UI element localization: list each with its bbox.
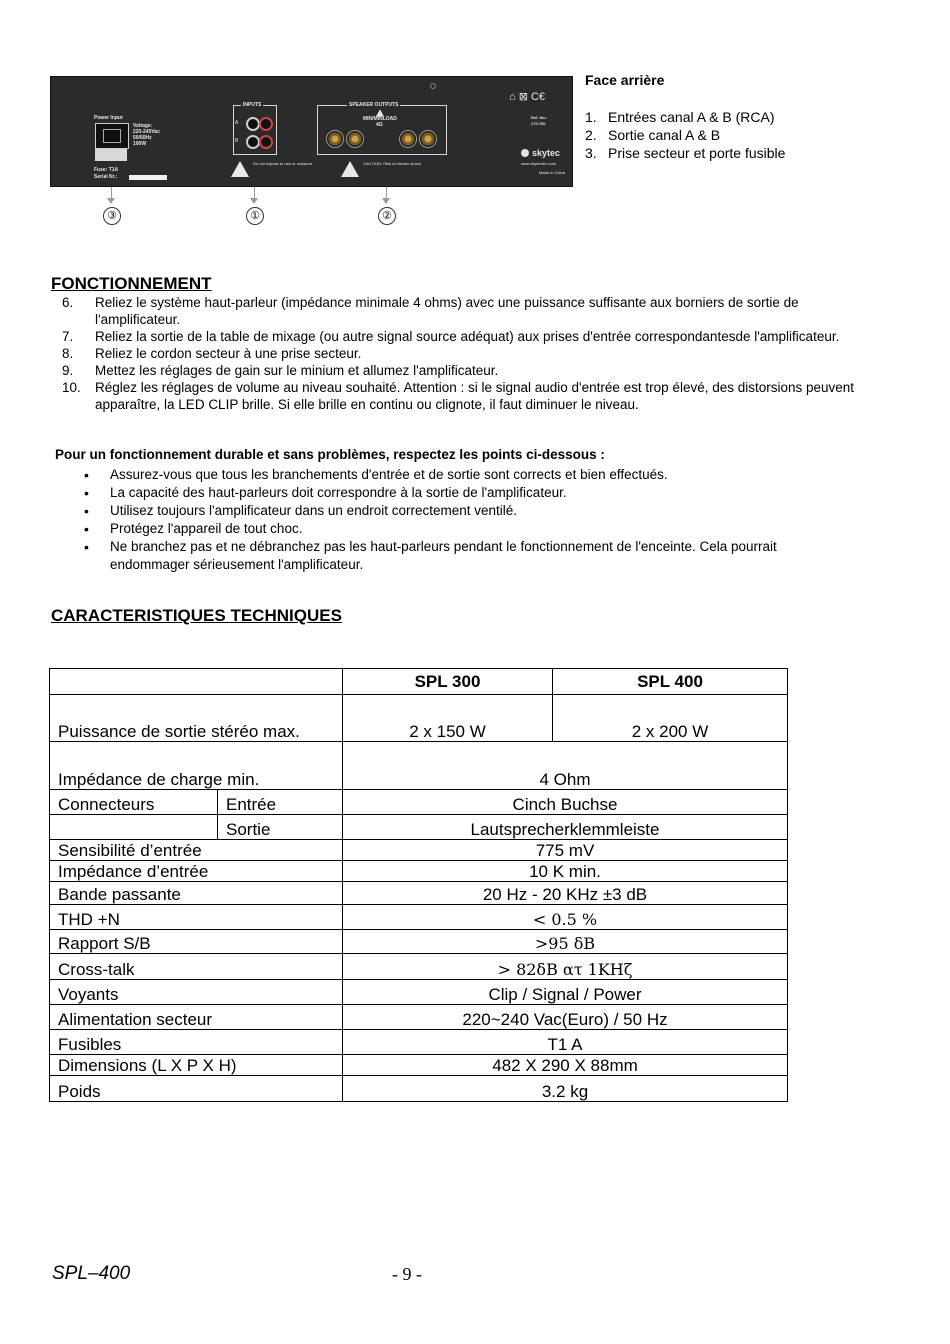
inputs-label: INPUTS bbox=[243, 102, 262, 108]
step-text: Réglez les réglages de volume au niveau souhaité. Attention : si le signal audio d'entrée est trop élevé, des distorsions peuvent apparaître, la LED CLIP brille. Si elle brille en continu ou clignote, il faut diminuer le niveau. bbox=[95, 380, 855, 412]
spec-value: Clip / Signal / Power bbox=[343, 980, 788, 1005]
rear-panel-title: Face arrière bbox=[585, 72, 665, 88]
section-title-fonctionnement: FONCTIONNEMENT bbox=[51, 274, 212, 293]
table-row bbox=[50, 742, 788, 790]
callout-1: ① bbox=[246, 207, 264, 225]
callout-arrow-head bbox=[107, 198, 115, 204]
speaker-terminal-icon bbox=[419, 130, 437, 148]
list-item bbox=[585, 144, 785, 162]
table-row bbox=[50, 930, 788, 954]
spec-value: 482 X 290 X 88mm bbox=[343, 1055, 788, 1076]
rca-input-a-red-icon bbox=[259, 117, 273, 131]
spec-value: < 0.5 % bbox=[343, 905, 788, 930]
item-number: 2. bbox=[585, 127, 597, 143]
step-text: Mettez les réglages de gain sur le minium et allumez l'amplificateur. bbox=[95, 363, 499, 378]
item-number: 3. bbox=[585, 145, 597, 161]
spec-value: 4 Ohm bbox=[343, 742, 788, 790]
table-row bbox=[50, 1005, 788, 1030]
step-text: Reliez le système haut-parleur (impédance minimale 4 ohms) avec une puissance suffisante aux borniers de sortie de l'amplificateur. bbox=[95, 295, 799, 327]
list-item: • Ne branchez pas et ne débranchez pas les haut-parleurs pendant le fonctionnement de l'enceinte. Cela pourrait endommager sérieusement l'amplificateur. bbox=[80, 538, 860, 574]
serial-label: Serial Nr.: bbox=[94, 174, 118, 180]
rear-panel-legend bbox=[585, 108, 785, 162]
speaker-outputs-label: SPEAKER OUTPUTS bbox=[349, 102, 399, 108]
table-row bbox=[50, 695, 788, 742]
step-text: Reliez la sortie de la table de mixage (ou autre signal source adéquat) aux prises d'entrée correspondantesde l'amplificateur. bbox=[95, 329, 840, 344]
table-row bbox=[50, 954, 788, 980]
table-row bbox=[50, 905, 788, 930]
shock-warning-icon bbox=[231, 161, 249, 177]
list-item bbox=[62, 379, 862, 413]
table-row bbox=[50, 1055, 788, 1076]
spec-value: 220~240 Vac(Euro) / 50 Hz bbox=[343, 1005, 788, 1030]
min-load-label: MIN/MINLOAD bbox=[363, 116, 397, 122]
spec-label: Bande passante bbox=[50, 882, 343, 905]
table-cell bbox=[50, 669, 343, 695]
fuse-holder-icon bbox=[95, 149, 127, 161]
item-text: Entrées canal A & B (RCA) bbox=[608, 109, 775, 125]
certification-icons: ⌂ ⊠ C€ bbox=[509, 91, 546, 103]
screw-icon bbox=[430, 83, 436, 89]
voltage-label: Voltage: bbox=[133, 123, 153, 129]
shock-warning-icon bbox=[341, 161, 359, 177]
caution-text: CAUTION: Risk of electric shock bbox=[363, 161, 421, 166]
spec-value: 3.2 kg bbox=[343, 1076, 788, 1102]
spec-label: Poids bbox=[50, 1076, 343, 1102]
step-number: 9. bbox=[62, 363, 74, 378]
callout-3: ③ bbox=[103, 207, 121, 225]
input-b-label: B bbox=[235, 138, 239, 144]
page-number: - 9 - bbox=[392, 1264, 422, 1284]
spec-value: 10 K min. bbox=[343, 861, 788, 882]
spec-value: > 82δB ατ 1ΚΗζ bbox=[343, 954, 788, 980]
spec-label: Fusibles bbox=[50, 1030, 343, 1055]
list-item: • Protégez l'appareil de tout choc. bbox=[80, 520, 860, 538]
item-number: 1. bbox=[585, 109, 597, 125]
item-text: Prise secteur et porte fusible bbox=[608, 145, 786, 161]
spec-label: Dimensions (L X P X H) bbox=[50, 1055, 343, 1076]
spec-label: Cross-talk bbox=[50, 954, 343, 980]
column-header-spl300: SPL 300 bbox=[343, 669, 553, 695]
list-item bbox=[62, 294, 862, 328]
operation-steps bbox=[62, 294, 862, 413]
section-title-specs: CARACTERISTIQUES TECHNIQUES bbox=[51, 606, 342, 625]
speaker-terminal-icon bbox=[399, 130, 417, 148]
brand-url: www.skytectec.com bbox=[521, 161, 556, 166]
spec-label: THD +N bbox=[50, 905, 343, 930]
spec-label: Voyants bbox=[50, 980, 343, 1005]
step-number: 6. bbox=[62, 295, 74, 310]
rca-input-b-red-icon bbox=[259, 135, 273, 149]
brand-name: skytec bbox=[532, 148, 561, 158]
list-item: • La capacité des haut-parleurs doit correspondre à la sortie de l'amplificateur. bbox=[80, 484, 860, 502]
callout-arrow-head bbox=[250, 198, 258, 204]
spec-value: 20 Hz - 20 KHz ±3 dB bbox=[343, 882, 788, 905]
footer-model-name: SPL–400 bbox=[52, 1263, 131, 1284]
step-number: 8. bbox=[62, 346, 74, 361]
list-item bbox=[62, 345, 862, 362]
table-row bbox=[50, 980, 788, 1005]
rca-input-b-icon bbox=[246, 135, 260, 149]
tips-list bbox=[80, 466, 860, 574]
list-item: • Assurez-vous que tous les branchements d'entrée et de sortie sont corrects et bien effectués. bbox=[80, 466, 860, 484]
spec-value: 775 mV bbox=[343, 840, 788, 861]
speaker-terminal-icon bbox=[326, 130, 344, 148]
callout-arrow-head bbox=[382, 198, 390, 204]
step-number: 7. bbox=[62, 329, 74, 344]
made-in-label: Made in China bbox=[539, 170, 565, 175]
warning-triangle-icon bbox=[376, 109, 384, 116]
table-row bbox=[50, 790, 788, 815]
frequency-value: 50/60Hz bbox=[133, 135, 152, 141]
table-row bbox=[50, 1030, 788, 1055]
spec-value: Lautsprecherklemmleiste bbox=[343, 815, 788, 840]
spec-label: Sensibilité d’entrée bbox=[50, 840, 343, 861]
spec-value: Cinch Buchse bbox=[343, 790, 788, 815]
spec-label: Connecteurs bbox=[50, 790, 218, 815]
ref-value: 170.700 bbox=[531, 121, 546, 126]
table-row bbox=[50, 882, 788, 905]
list-item bbox=[585, 126, 785, 144]
spec-label: Impédance de charge min. bbox=[50, 742, 343, 790]
serial-sticker bbox=[129, 175, 167, 180]
list-item: • Utilisez toujours l'amplificateur dans un endroit correctement ventilé. bbox=[80, 502, 860, 520]
power-socket-icon bbox=[95, 123, 129, 149]
callout-2: ② bbox=[378, 207, 396, 225]
step-number: 10. bbox=[62, 380, 81, 395]
spec-label: Rapport S/B bbox=[50, 930, 343, 954]
list-item bbox=[585, 108, 785, 126]
spec-value: 2 x 150 W bbox=[343, 695, 553, 742]
input-a-label: A bbox=[235, 120, 239, 126]
power-input-label: Power Input bbox=[94, 115, 123, 121]
spec-label: Alimentation secteur bbox=[50, 1005, 343, 1030]
table-row bbox=[50, 669, 788, 695]
table-row bbox=[50, 815, 788, 840]
rca-input-a-icon bbox=[246, 117, 260, 131]
rear-panel-image bbox=[50, 76, 573, 187]
brand-logo-icon bbox=[521, 149, 529, 157]
voltage-value: 220-240Vac bbox=[133, 129, 160, 135]
speaker-terminal-icon bbox=[346, 130, 364, 148]
spec-value: >95 δB bbox=[343, 930, 788, 954]
spec-label: Impédance d’entrée bbox=[50, 861, 343, 882]
table-row bbox=[50, 1076, 788, 1102]
list-item bbox=[62, 362, 862, 379]
ref-label: Ref. No.: bbox=[531, 115, 548, 120]
item-text: Sortie canal A & B bbox=[608, 127, 721, 143]
spec-table bbox=[49, 668, 788, 1102]
step-text: Reliez le cordon secteur à une prise secteur. bbox=[95, 346, 362, 361]
spec-value: T1 A bbox=[343, 1030, 788, 1055]
spec-sublabel: Sortie bbox=[218, 815, 343, 840]
warning-text: Do not expose to rain or moisture bbox=[253, 161, 313, 166]
min-load-value: 4Ω bbox=[376, 122, 383, 128]
table-row bbox=[50, 840, 788, 861]
spec-value: 2 x 200 W bbox=[553, 695, 788, 742]
table-cell bbox=[50, 815, 218, 840]
spec-label: Puissance de sortie stéréo max. bbox=[50, 695, 343, 742]
spec-sublabel: Entrée bbox=[218, 790, 343, 815]
tips-title: Pour un fonctionnement durable et sans problèmes, respectez les points ci-dessous : bbox=[55, 447, 605, 462]
table-row bbox=[50, 861, 788, 882]
list-item bbox=[62, 328, 862, 345]
power-value: 100W bbox=[133, 141, 147, 147]
column-header-spl400: SPL 400 bbox=[553, 669, 788, 695]
fuse-label: Fuse: T1A bbox=[94, 167, 119, 173]
